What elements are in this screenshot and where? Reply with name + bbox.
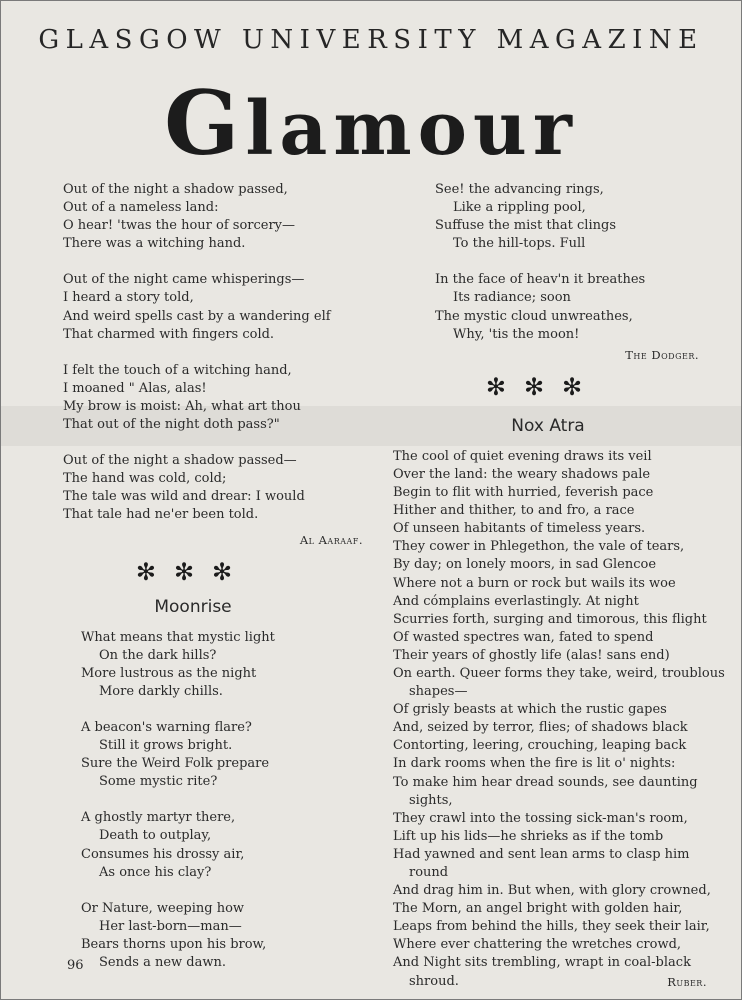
verse-line: Out of a nameless land: (63, 200, 219, 216)
verse-line: And cómplains everlastingly. At night (393, 593, 639, 609)
verse-line: Consumes his drossy air, (81, 846, 245, 862)
verse-line: They crawl into the tossing sick-man's room, (393, 810, 688, 826)
verse-line-continuation: shapes— (409, 684, 468, 700)
verse-line: Where ever chattering the wretches crowd, (393, 937, 682, 953)
verse-line: Her last-born—man— (99, 918, 242, 934)
verse-line: See! the advancing rings, (435, 182, 604, 197)
verse-line: Out of the night a shadow passed— (63, 453, 297, 469)
verse-line: Still it grows bright. (99, 738, 233, 754)
verse-line: Death to outplay, (99, 828, 212, 844)
verse-line: Their years of ghostly life (alas! sans end) (393, 647, 670, 663)
verse-line: Where not a burn or rock but wails its woe (393, 575, 676, 591)
verse-line: The cool of quiet evening draws its veil (393, 448, 652, 464)
running-head: GLASGOW UNIVERSITY MAGAZINE (38, 25, 704, 55)
moonrise-stanza-1 (81, 629, 363, 701)
verse-line: Out of the night a shadow passed, (63, 182, 288, 197)
verse-line: I heard a story told, (63, 290, 194, 306)
verse-line: Scurries forth, surging and timorous, this flight (393, 611, 707, 627)
author-signature: Al Aaraaf. (299, 532, 363, 547)
verse-line: Suffuse the mist that clings (435, 218, 616, 234)
verse-line: That charmed with fingers cold. (63, 326, 275, 342)
verse-line-continuation: shroud. (409, 973, 459, 989)
verse-line: Lift up his lids—he shrieks as if the tomb (393, 828, 664, 844)
verse-line: Of unseen habitants of timeless years. (393, 521, 646, 537)
verse-line: I moaned " Alas, alas! (63, 380, 207, 396)
verse-line: The hand was cold, cold; (63, 471, 227, 487)
verse-line: Contorting, leering, crouching, leaping back (393, 738, 687, 754)
verse-line: More lustrous as the night (81, 665, 257, 681)
verse-line: My brow is moist: Ah, what art thou (63, 398, 301, 414)
moonrise-stanza-3 (81, 809, 363, 881)
verse-line: Like a rippling pool, (453, 200, 586, 216)
verse-line: Over the land: the weary shadows pale (393, 466, 651, 482)
verse-line: Had yawned and sent lean arms to clasp him (393, 846, 690, 862)
verse-line: Of grisly beasts at which the rustic gapes (393, 702, 667, 718)
verse-line: And Night sits trembling, wrapt in coal-black (393, 955, 691, 971)
moonrise-stanza-6 (435, 271, 723, 343)
verse-line: Some mystic rite? (99, 774, 218, 790)
verse-line: Hither and thither, to and fro, a race (393, 503, 635, 519)
verse-line: There was a witching hand. (63, 236, 246, 252)
verse-line: The mystic cloud unwreathes, (435, 308, 633, 324)
poem-title-moonrise: Moonrise (154, 596, 232, 617)
moonrise-stanza-2 (81, 719, 363, 791)
final-line-row (393, 973, 723, 991)
author-signature: Ruber. (667, 974, 707, 989)
verse-line: As once his clay? (99, 864, 212, 880)
verse-line: And weird spells cast by a wandering elf (63, 308, 331, 324)
verse-line: O hear! 'twas the hour of sorcery— (63, 218, 296, 234)
glamour-stanza-3 (63, 362, 363, 434)
verse-line: Bears thorns upon his brow, (81, 936, 267, 952)
section-ornament: ✻✻✻ (485, 372, 601, 401)
verse-line: On earth. Queer forms they take, weird, troublous (393, 665, 725, 681)
verse-line: Out of the night came whisperings— (63, 272, 305, 288)
verse-line: To make him hear dread sounds, see daunting (393, 774, 698, 790)
moonrise-right (393, 181, 723, 344)
verse-line: That tale had ne'er been told. (63, 507, 259, 523)
verse-line: In dark rooms when the fire is lit o' nights: (393, 756, 676, 772)
moonrise-left (63, 629, 363, 973)
verse-line: Of wasted spectres wan, fated to spend (393, 629, 654, 645)
moonrise-stanza-5 (435, 181, 723, 253)
moonrise-stanza-4 (81, 900, 363, 972)
glamour-stanza-1 (63, 181, 363, 253)
left-column (63, 181, 363, 972)
glamour-stanza-2 (63, 271, 363, 343)
verse-line: Begin to flit with hurried, feverish pace (393, 485, 654, 501)
right-column (393, 181, 723, 991)
verse-line: In the face of heav'n it breathes (435, 272, 646, 288)
section-ornament: ✻✻✻ (135, 557, 251, 586)
verse-line: Or Nature, weeping how (81, 900, 245, 916)
verse-line: They cower in Phlegethon, the vale of tears, (393, 539, 685, 555)
verse-line: Leaps from behind the hills, they seek their lair, (393, 919, 710, 935)
verse-line-continuation: round (409, 865, 449, 880)
verse-line: A ghostly martyr there, (81, 810, 236, 826)
verse-line: Sure the Weird Folk prepare (81, 756, 270, 772)
verse-line: And, seized by terror, flies; of shadows black (393, 720, 688, 736)
verse-line: I felt the touch of a witching hand, (63, 362, 292, 378)
verse-line: By day; on lonely moors, in sad Glencoe (393, 557, 657, 573)
verse-line: More darkly chills. (99, 683, 223, 699)
page-number: 96 (67, 958, 84, 973)
poem-title-glamour: Glamour (164, 71, 578, 175)
verse-line: And drag him in. But when, with glory crowned, (393, 883, 711, 899)
verse-line-continuation: sights, (409, 792, 453, 808)
verse-line: The Morn, an angel bright with golden hair, (393, 901, 683, 917)
author-signature: The Dodger. (625, 347, 699, 362)
verse-line: On the dark hills? (99, 647, 217, 663)
verse-line: Why, 'tis the moon! (453, 326, 580, 342)
poem-title-nox-atra: Nox Atra (511, 415, 585, 436)
glamour-stanza-4 (63, 452, 363, 524)
nox-atra-body (393, 448, 723, 991)
verse-line: Sends a new dawn. (99, 955, 227, 970)
verse-line: A beacon's warning flare? (81, 719, 252, 735)
verse-line: The tale was wild and drear: I would (63, 489, 305, 505)
verse-line: What means that mystic light (81, 629, 275, 645)
verse-line: To the hill-tops. Full (453, 236, 586, 252)
verse-line: Its radiance; soon (453, 290, 571, 306)
verse-line: That out of the night doth pass?" (63, 417, 280, 433)
